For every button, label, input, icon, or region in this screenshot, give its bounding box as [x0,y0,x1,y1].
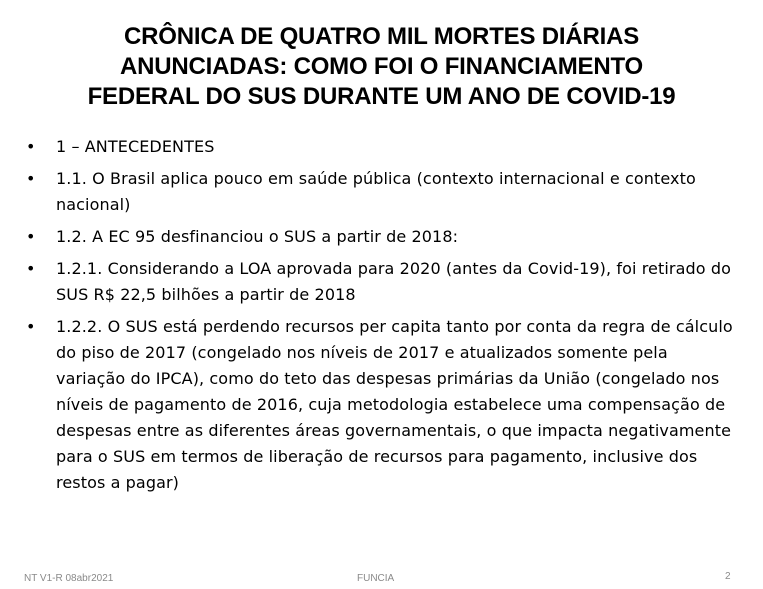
bullet-text: 1.1. O Brasil aplica pouco em saúde pública (contexto internacional e contexto nacional) [56,169,696,214]
bullet-item-1-1 [26,166,738,218]
bullet-dot-icon: • [26,259,36,278]
bullet-dot-icon: • [26,317,36,336]
page-number: 2 [725,571,731,582]
bullet-dot-icon: • [26,169,36,188]
bullet-text: 1.2.2. O SUS está perdendo recursos per capita tanto por conta da regra de cálculo do piso de 2017 (congelado nos níveis de 2017 e atualizados somente pela variação do IPCA), como do teto das despesas primárias da União (congelado nos níveis de pagamento de 2016, cuja metodologia estabelece uma compensação de despesas entre as diferentes áreas governamentais, o que impacta negativamente para o SUS em termos de liberação de recursos para pagamento, inclusive dos restos a pagar) [56,317,733,492]
slide-title-line-1: CRÔNICA DE QUATRO MIL MORTES DIÁRIAS [123,23,640,50]
footer-version: NT V1-R 08abr2021 [24,573,114,584]
footer-author: FUNCIA [357,573,395,584]
bullet-item-1-2 [26,224,738,250]
bullet-text: 1 – ANTECEDENTES [56,137,215,156]
slide-title-line-3: FEDERAL DO SUS DURANTE UM ANO DE COVID-19 [87,83,676,110]
bullet-list [26,134,738,502]
bullet-item-1-2-1 [26,256,738,308]
bullet-text: 1.2. A EC 95 desfinanciou o SUS a partir de 2018: [56,227,459,246]
bullet-item-antecedentes [26,134,738,160]
bullet-dot-icon: • [26,227,36,246]
bullet-item-1-2-2 [26,314,738,496]
slide-title [20,22,743,112]
bullet-text: 1.2.1. Considerando a LOA aprovada para 2020 (antes da Covid-19), foi retirado do SUS R$ 22,5 bilhões a partir de 2018 [56,259,731,304]
slide-title-line-2: ANUNCIADAS: COMO FOI O FINANCIAMENTO [119,53,643,80]
bullet-dot-icon: • [26,137,36,156]
